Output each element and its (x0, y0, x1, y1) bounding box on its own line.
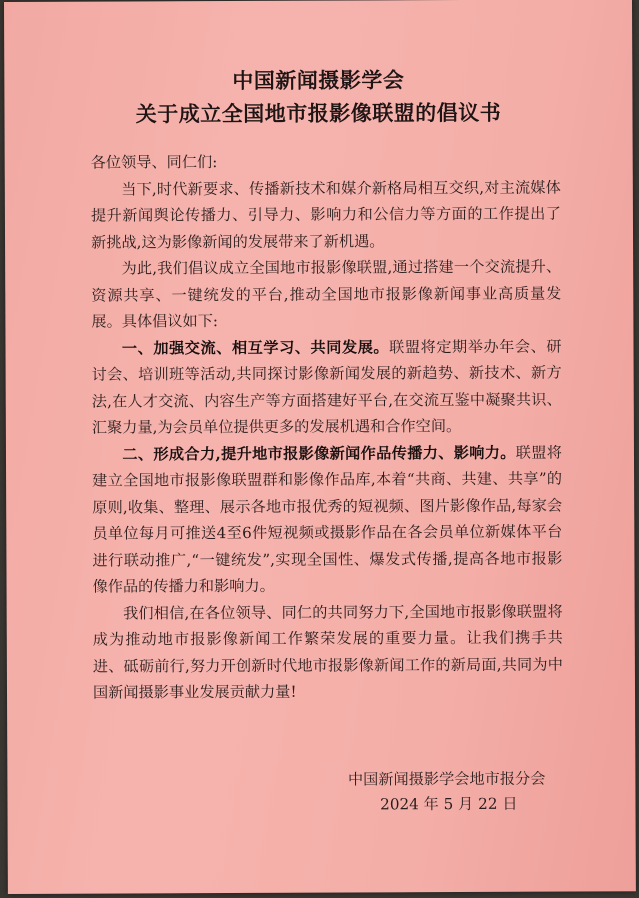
signature-date: 2024 年 5 月 22 日 (380, 794, 518, 814)
paragraph-5: 我们相信,在各位领导、同仁的共同努力下,全国地市报影像联盟将成为推动地市报影像新闻工作繁荣发展的重要力量。让我们携手共进、砥砺前行,努力开创新时代地市报影像新闻工作的新局面,共同为中国新闻摄影事业发展贡献力量! (92, 602, 563, 702)
document-page (4, 0, 636, 894)
document-title-line2: 关于成立全国地市报影像联盟的倡议书 (135, 99, 502, 127)
paragraph-4-body: 联盟将建立全国地市报影像联盟群和影像作品库,本着“共商、共建、共享”的原则,收集、整理、展示各地市报优秀的短视频、图片影像作品,每家会员单位每月可推送4至6件短视频或摄影作品在各会员单位新媒体平台进行联动推广,“一键统发”,实现全国性、爆发式传播,提高各地市报影像作品的传播力和影响力。 (92, 443, 563, 596)
paragraph-4-heading: 二、形成合力,提升地市报影像新闻作品传播力、影响力。 (122, 443, 516, 463)
document-body (91, 148, 563, 707)
signature-organization: 中国新闻摄影学会地市报分会 (347, 769, 546, 789)
document-title-line1: 中国新闻摄影学会 (232, 67, 405, 94)
paragraph-3 (91, 333, 561, 441)
salutation: 各位领导、同仁们: (90, 153, 218, 172)
paragraph-3-heading: 一、加强交流、相互学习、共同发展。 (121, 337, 390, 357)
paragraph-2: 为此,我们倡议成立全国地市报影像联盟,通过搭建一个交流提升、资源共享、一键统发的平台,推动全国地市报影像新闻事业高质量发展。具体倡议如下: (91, 257, 562, 331)
paragraph-1: 当下,时代新要求、传播新技术和媒介新格局相互交织,对主流媒体提升新闻舆论传播力、引导力、影响力和公信力等方面的工作提出了新挑战,这为影像新闻的发展带来了新机遇。 (90, 178, 561, 252)
paragraph-4 (92, 439, 563, 600)
paragraph-3-body: 联盟将定期举办年会、研讨会、培训班等活动,共同探讨影像新闻发展的新趋势、新技术、新方法,在人才交流、内容生产等方面搭建好平台,在交流互鉴中凝聚共识、汇聚力量,为会员单位提供更多的发展机遇和合作空间。 (91, 337, 562, 437)
